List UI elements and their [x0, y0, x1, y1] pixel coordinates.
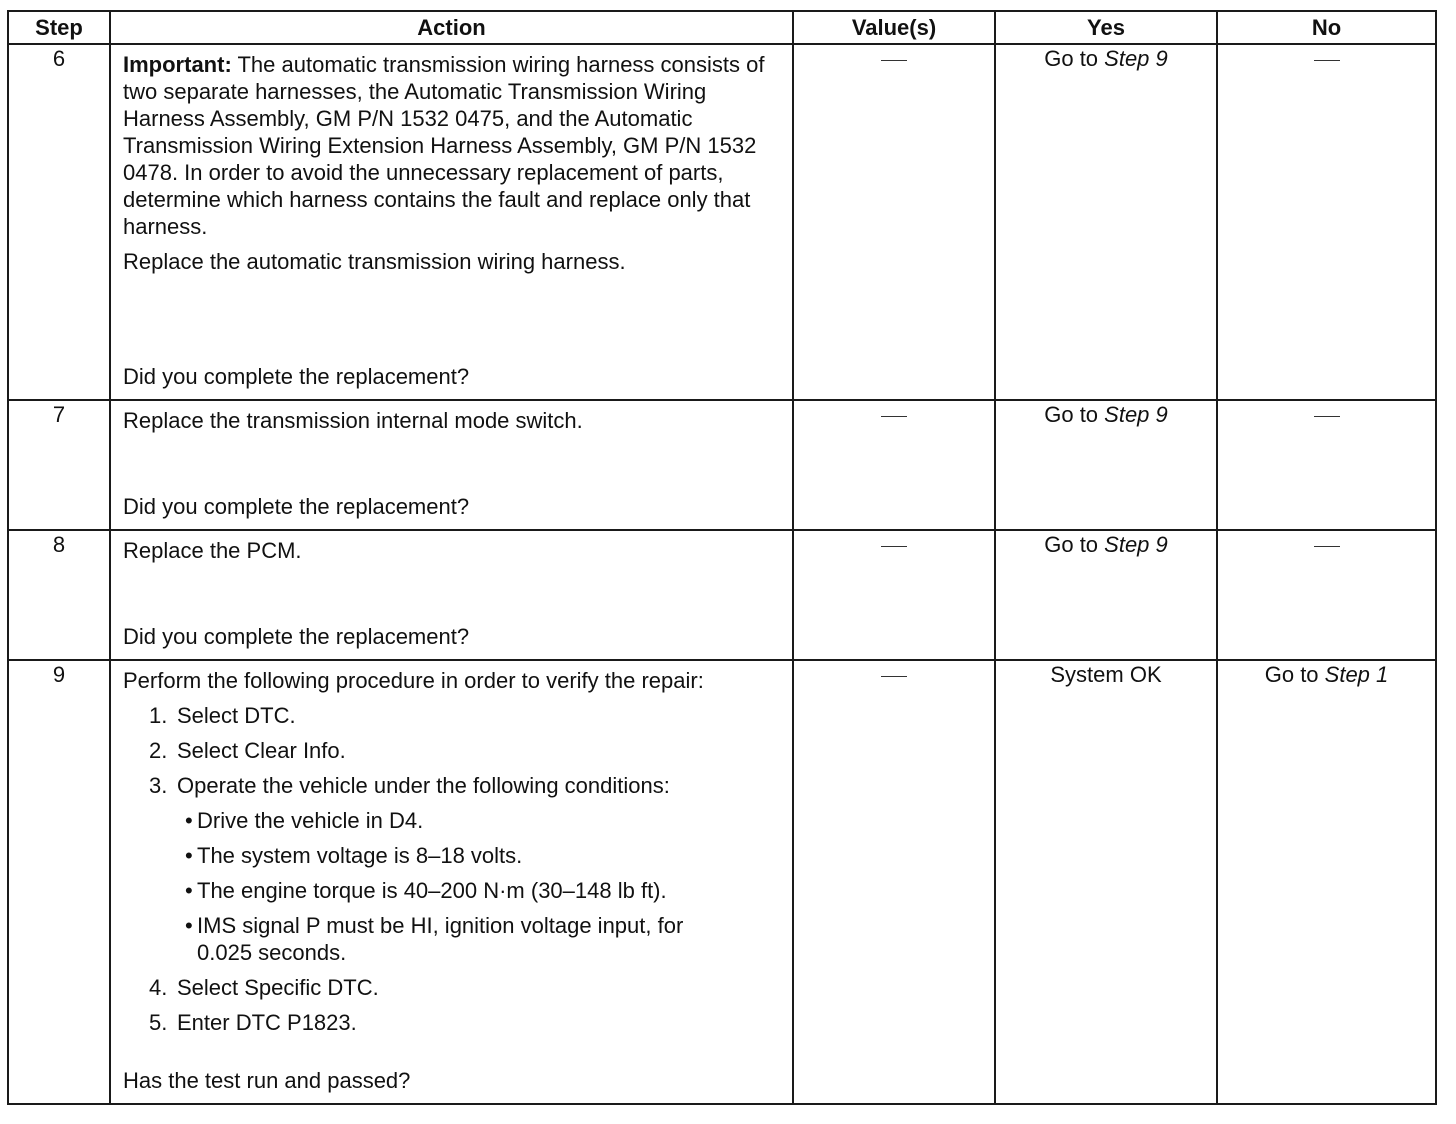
value-cell: [793, 400, 995, 530]
procedure-step: 1. Select DTC.: [149, 703, 296, 728]
diagnostic-table: [7, 10, 1437, 1105]
yes-cell: [995, 660, 1217, 1104]
condition-item: [177, 912, 782, 966]
yes-cell: [995, 530, 1217, 660]
action-question: Did you complete the replacement?: [123, 494, 470, 519]
action-cell: [110, 660, 793, 1104]
procedure-step-text: Select Clear Info.: [177, 738, 346, 763]
condition-text: IMS signal P must be HI, ignition voltage input, for 0.025 seconds.: [197, 913, 684, 965]
action-text: Replace the automatic transmission wiring harness.: [123, 249, 626, 274]
yes-step-link[interactable]: Step 9: [1104, 46, 1168, 71]
action-text: Replace the PCM.: [123, 538, 302, 563]
no-step-link[interactable]: Step 1: [1324, 662, 1389, 687]
important-text: The automatic transmission wiring harness consists of two separate harnesses, the Automatic Transmission Wiring Harness Assembly, GM P/N 1532 0475, and the Automatic Transmission Wiring Extension Harness Assembly, GM P/N 1532 0478. In order to avoid the unnecessary replacement of parts, determine which harness contains the fault and replace only that harness.: [123, 52, 765, 239]
procedure-step: 3. Operate the vehicle under the following conditions: • Drive the vehicle in D4. • The system voltage is 8–18 volts. • The engine torque is 40–200 N·m (30–148 lb ft). • IMS signal P must be HI, ignition voltage input, for 0.025 seconds.: [149, 772, 782, 966]
bullet-icon: •: [185, 913, 193, 938]
procedure-intro: Perform the following procedure in order to verify the repair:: [123, 668, 704, 693]
dash-mark: [881, 60, 907, 61]
dash-mark: [1314, 60, 1340, 61]
action-question: Did you complete the replacement?: [123, 624, 470, 649]
yes-result: [996, 401, 1216, 433]
procedure-step-text: Operate the vehicle under the following conditions:: [177, 773, 670, 798]
table-row-step-8: [8, 530, 1436, 660]
procedure-step-text: Enter DTC P1823.: [177, 1010, 357, 1035]
value-cell: [793, 44, 995, 400]
table-row-step-7: [8, 400, 1436, 530]
dash-mark: [881, 546, 907, 547]
header-no: No: [1217, 11, 1436, 44]
dash-mark: [881, 416, 907, 417]
yes-result: [996, 45, 1216, 77]
no-cell: [1217, 530, 1436, 660]
header-step: Step: [8, 11, 110, 44]
procedure-step-text: Select Specific DTC.: [177, 975, 379, 1000]
condition-item: [177, 842, 782, 869]
condition-list: [177, 807, 782, 966]
procedure-step: 5. Enter DTC P1823.: [149, 1010, 357, 1035]
action-cell: [110, 44, 793, 400]
yes-result: [996, 531, 1216, 563]
action-question: Has the test run and passed?: [123, 1068, 411, 1093]
action-cell: [110, 530, 793, 660]
step-number: 7: [8, 400, 110, 530]
important-label: Important:: [123, 52, 232, 77]
step-number: 9: [8, 660, 110, 1104]
action-cell: [110, 400, 793, 530]
condition-item: [177, 807, 782, 834]
no-result: [1218, 661, 1435, 693]
dash-mark: [1314, 546, 1340, 547]
condition-text: The system voltage is 8–18 volts.: [197, 843, 523, 868]
procedure-step: 4. Select Specific DTC.: [149, 975, 379, 1000]
condition-text: Drive the vehicle in D4.: [197, 808, 424, 833]
yes-step-link[interactable]: Step 9: [1104, 402, 1168, 427]
header-action: Action: [110, 11, 793, 44]
bullet-icon: •: [185, 878, 193, 903]
yes-goto-text: Go to: [1044, 402, 1105, 427]
procedure-step: 2. Select Clear Info.: [149, 738, 346, 763]
condition-item: [177, 877, 782, 904]
dash-mark: [881, 676, 907, 677]
no-cell: [1217, 660, 1436, 1104]
yes-cell: [995, 44, 1217, 400]
yes-goto-text: Go to: [1044, 46, 1105, 71]
no-cell: [1217, 44, 1436, 400]
bullet-icon: •: [185, 843, 193, 868]
value-cell: [793, 660, 995, 1104]
procedure-steps: [123, 702, 782, 1036]
header-row: [8, 11, 1436, 44]
step-number: 8: [8, 530, 110, 660]
step-number: 6: [8, 44, 110, 400]
action-question: Did you complete the replacement?: [123, 364, 470, 389]
yes-goto-text: Go to: [1044, 532, 1105, 557]
no-goto-text: Go to: [1264, 662, 1325, 687]
procedure-step-text: Select DTC.: [177, 703, 296, 728]
important-note: [123, 51, 782, 240]
value-cell: [793, 530, 995, 660]
table-row-step-6: [8, 44, 1436, 400]
yes-step-link[interactable]: Step 9: [1104, 532, 1168, 557]
table-row-step-9: [8, 660, 1436, 1104]
bullet-icon: •: [185, 808, 193, 833]
header-yes: Yes: [995, 11, 1217, 44]
header-values: Value(s): [793, 11, 995, 44]
yes-result: System OK: [1050, 662, 1162, 687]
yes-cell: [995, 400, 1217, 530]
no-cell: [1217, 400, 1436, 530]
condition-text: The engine torque is 40–200 N·m (30–148 lb ft).: [197, 878, 667, 903]
dash-mark: [1314, 416, 1340, 417]
action-text: Replace the transmission internal mode switch.: [123, 408, 583, 433]
